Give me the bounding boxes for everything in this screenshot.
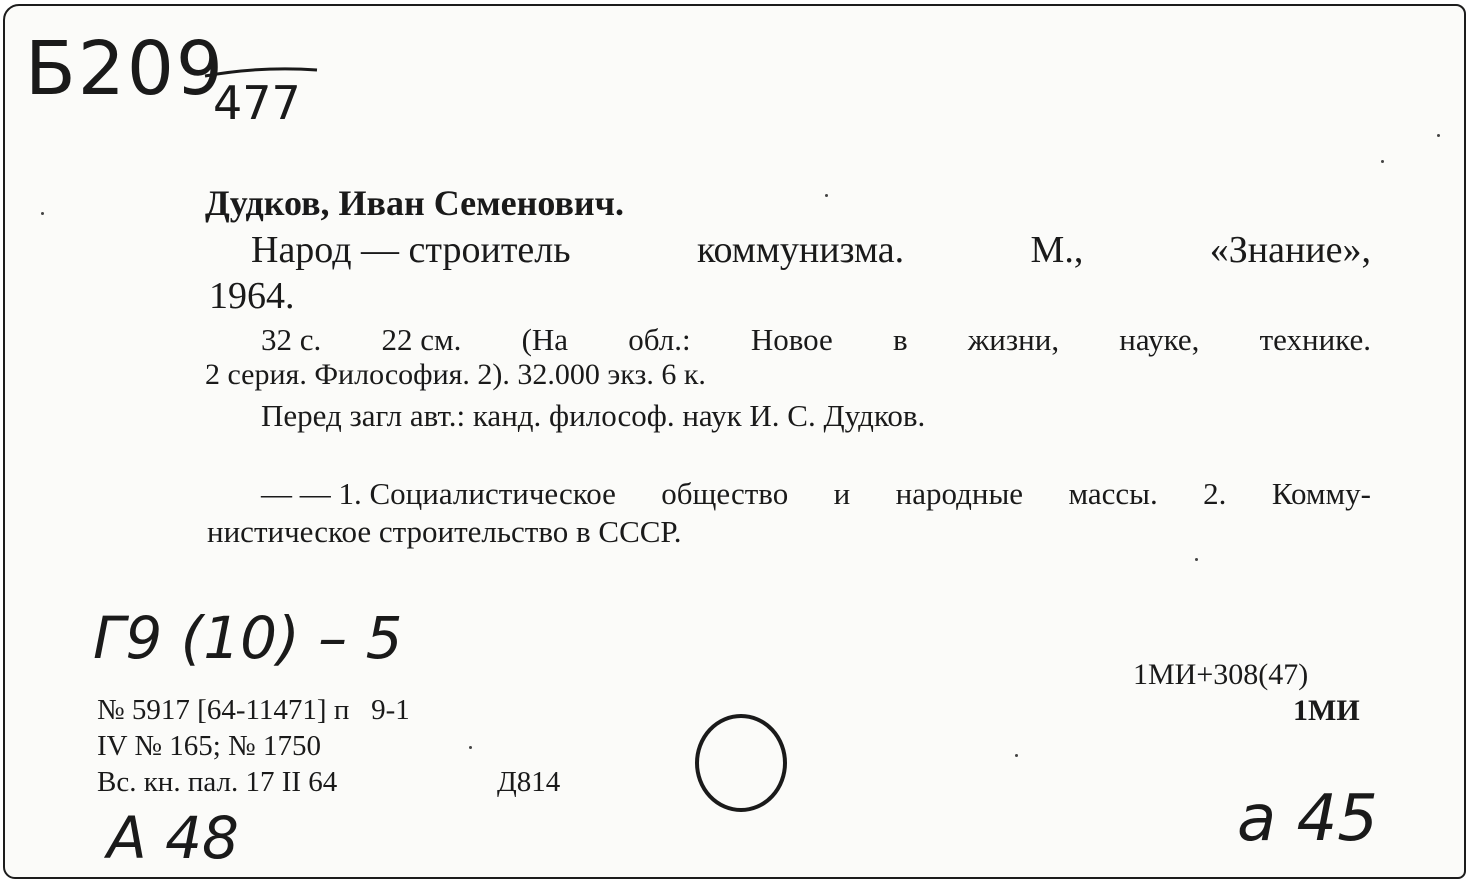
title-word: М., [1030,229,1084,271]
punch-hole-circle [693,712,793,816]
collation-word: технике. [1259,322,1371,357]
collation-word: обл.: [628,322,691,357]
author-heading: Дудков, Иван Семенович. [205,183,624,223]
title-word: Народ — строитель [251,229,571,271]
print-info-line-2: IV № 165; № 1750 [97,730,321,762]
subject-word: массы. [1068,476,1158,511]
print-info-line-3: Вс. кн. пал. 17 II 64 [97,766,338,798]
collation-line-2: 2 серия. Философия. 2). 32.000 экз. 6 к. [205,358,706,391]
collation-word: (На [521,322,569,357]
scan-speck [1437,134,1440,137]
classification-handwritten: Г9 (10) – 5 [93,604,403,672]
subject-word: — — 1. Социалистическое [261,476,616,511]
udc-line-2: 1МИ [1293,694,1360,727]
title-word: коммунизма. [696,229,905,271]
title-line-2: 1964. [209,275,295,317]
subject-word: 2. [1203,476,1227,511]
scan-speck [41,212,44,215]
collation-word: жизни, [967,322,1060,357]
collation-word: в [893,322,908,357]
subject-word: общество [661,476,789,511]
catalog-card [3,4,1466,879]
shelf-mark-sub: 477 [213,76,301,130]
code-d: Д814 [497,766,561,798]
scan-speck [1381,160,1384,163]
handwritten-bottom-right: а 45 [1237,782,1378,856]
scan-speck [469,746,472,749]
collation-word: 22 см. [381,322,462,357]
subject-word: и [833,476,851,511]
collation-word: 32 с. [261,322,322,357]
print-info-line-1: № 5917 [64-11471] п 9-1 [97,694,410,726]
subject-word: народные [895,476,1024,511]
scan-speck [1015,754,1018,757]
collation-word: Новое [750,322,833,357]
shelf-mark [25,26,225,112]
scan-speck [825,194,828,197]
collation-word: науке, [1119,322,1200,357]
title-line-1 [251,228,1371,272]
title-word: «Знание», [1209,229,1371,271]
collation-line-1 [261,322,1371,358]
scan-speck [1195,558,1198,561]
responsibility-note: Перед загл авт.: канд. философ. наук И. С. Дудков. [261,398,926,433]
subjects-line-2: нистическое строительство в СССР. [207,514,682,549]
subjects-line-1 [261,476,1371,512]
udc-line-1: 1МИ+308(47) [1133,658,1309,691]
subject-word: Комму- [1271,476,1371,511]
handwritten-bottom-left: А 48 [107,804,239,872]
shelf-mark-main: Б209 [25,26,226,112]
